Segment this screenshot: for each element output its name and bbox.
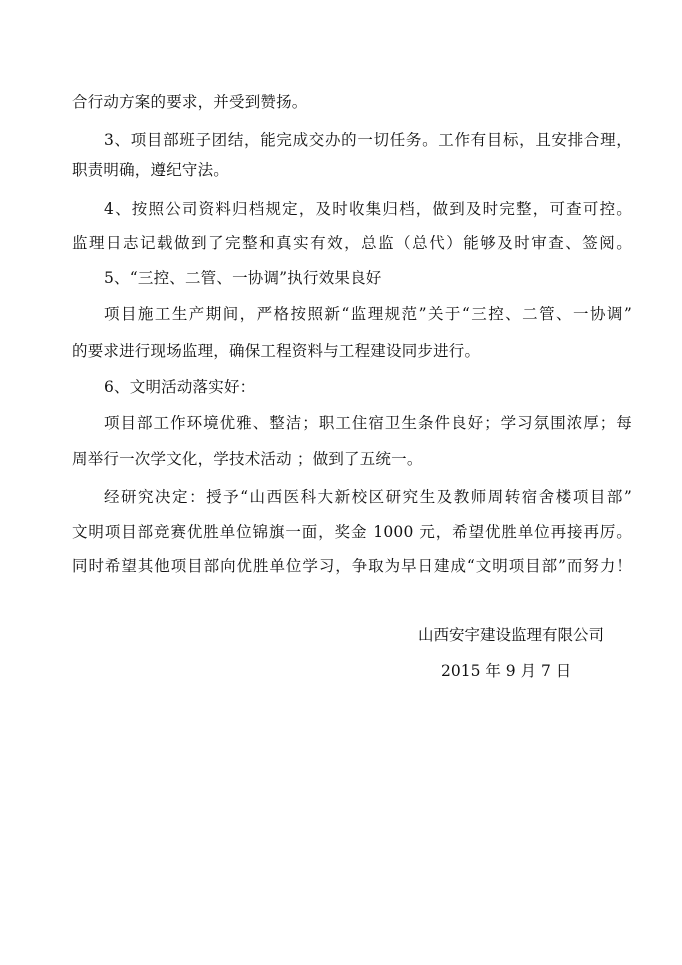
paragraph-line: 文明项目部竞赛优胜单位锦旗一面，奖金 1000 元，希望优胜单位再接再厉。 bbox=[72, 523, 632, 541]
paragraph-line: 6、文明活动落实好： bbox=[104, 378, 256, 396]
paragraph-line: 合行动方案的要求，并受到赞扬。 bbox=[72, 93, 308, 111]
paragraph-line: 同时希望其他项目部向优胜单位学习，争取为早日建成“文明项目部”而努力！ bbox=[72, 557, 632, 575]
paragraph-line: 5、“三控、二管、一协调”执行效果良好 bbox=[104, 269, 382, 287]
signature-company: 山西安宇建设监理有限公司 bbox=[418, 626, 605, 644]
paragraph-line: 周举行一次学文化，学技术活动 ；做到了五统一。 bbox=[72, 450, 423, 468]
paragraph-line: 的要求进行现场监理，确保工程资料与工程建设同步进行。 bbox=[72, 342, 481, 360]
paragraph-line: 4、按照公司资料归档规定，及时收集归档，做到及时完整，可查可控。 bbox=[104, 200, 632, 218]
paragraph-line: 3、项目部班子团结，能完成交办的一切任务。工作有目标，且安排合理， bbox=[104, 131, 632, 149]
paragraph-line: 项目部工作环境优雅、整洁；职工住宿卫生条件良好；学习氛围浓厚；每 bbox=[104, 414, 632, 432]
paragraph-line: 经研究决定：授予“山西医科大新校区研究生及教师周转宿舍楼项目部” bbox=[104, 488, 632, 506]
paragraph-line: 监理日志记载做到了完整和真实有效，总监（总代）能够及时审查、签阅。 bbox=[72, 234, 632, 252]
paragraph-line: 项目施工生产期间，严格按照新“监理规范”关于“三控、二管、一协调” bbox=[104, 305, 632, 323]
signature-date: 2015 年 9 月 7 日 bbox=[441, 662, 572, 680]
paragraph-line: 职责明确，遵纪守法。 bbox=[72, 161, 230, 179]
